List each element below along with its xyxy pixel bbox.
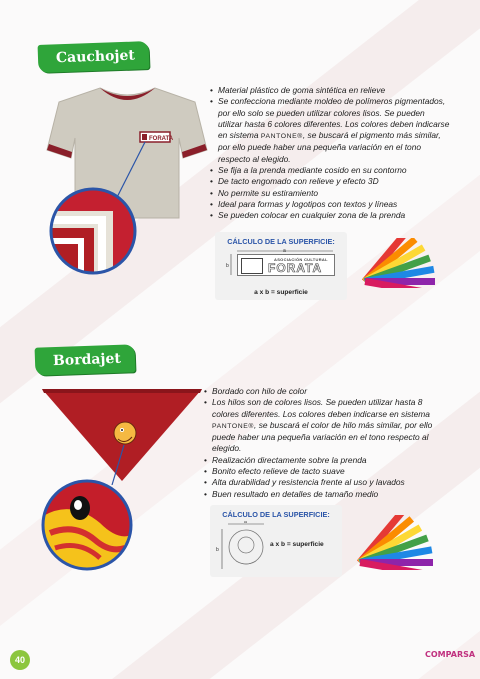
surface-calc-box-cauchojet (215, 232, 347, 300)
feature-item: • Se confecciona mediante moldeo de polímeros pigmentados, por ello solo se pueden utilizar colores lisos. Se pueden utilizar hasta 6 colores diferentes. Los colores deben indicarse en sistema PANTONE®, se buscará el pigmento más similar, por ello puede haber una pequeña variación en el tono respecto al elegido. (210, 96, 450, 165)
calc-formula: a x b = superficie (254, 289, 308, 296)
bandana-image (40, 385, 205, 485)
svg-text:a: a (244, 521, 247, 525)
brand-logo-comparsa: COMPARSA (425, 650, 476, 659)
bordajet-features (204, 386, 444, 500)
bordajet-zoom-detail (40, 478, 135, 573)
feature-item: • Bonito efecto relieve de tacto suave (204, 466, 444, 477)
feature-item: • De tacto engomado con relieve y efecto 3D (210, 176, 450, 187)
cauchojet-features (210, 85, 450, 222)
page-number-badge: 40 (10, 650, 30, 670)
feature-item: • Realización directamente sobre la prenda (204, 455, 444, 466)
feature-item: • Se pueden colocar en cualquier zona de la prenda (210, 210, 450, 221)
feature-item: • No permite su estiramiento (210, 188, 450, 199)
svg-text:b: b (216, 547, 219, 553)
feature-item: • Los hilos son de colores lisos. Se pueden utilizar hasta 8 colores diferentes. Los colores deben indicarse en sistema PANTONE®, se buscará el color de hilo más similar, por ello puede haber una pequeña variación en el tono respecto al elegido. (204, 397, 444, 454)
pantone-fan-icon (357, 238, 437, 288)
cauchojet-zoom-detail (48, 186, 138, 276)
section-title-bordajet: Bordajet (35, 344, 136, 375)
surface-calc-box-bordajet (210, 505, 342, 577)
section-title-cauchojet: Cauchojet (38, 41, 150, 73)
shirt-logo-text: FORATA (149, 136, 174, 142)
feature-item: • Ideal para formas y logotipos con textos y líneas (210, 199, 450, 210)
feature-item: • Bordado con hilo de color (204, 386, 444, 397)
embroidery-outline-sample (216, 521, 268, 573)
calc-title: CÁLCULO DE LA SUPERFICIE: (222, 510, 330, 519)
feature-item: • Buen resultado en detalles de tamaño medio (204, 489, 444, 500)
pantone-fan-icon (352, 515, 437, 570)
calc-title: CÁLCULO DE LA SUPERFICIE: (227, 237, 335, 246)
feature-item: • Se fija a la prenda mediante cosido en su contorno (210, 165, 450, 176)
svg-text:b: b (226, 263, 229, 269)
feature-item: • Alta durabilidad y resistencia frente al uso y lavados (204, 477, 444, 488)
calc-formula: a x b = superficie (270, 541, 324, 548)
feature-item: • Material plástico de goma sintética en relieve (210, 85, 450, 96)
svg-text:a: a (283, 248, 286, 254)
forata-logo-sample: ASOCIACIÓN CULTURAL FORATA (237, 254, 335, 276)
dimension-arrows (225, 248, 337, 278)
